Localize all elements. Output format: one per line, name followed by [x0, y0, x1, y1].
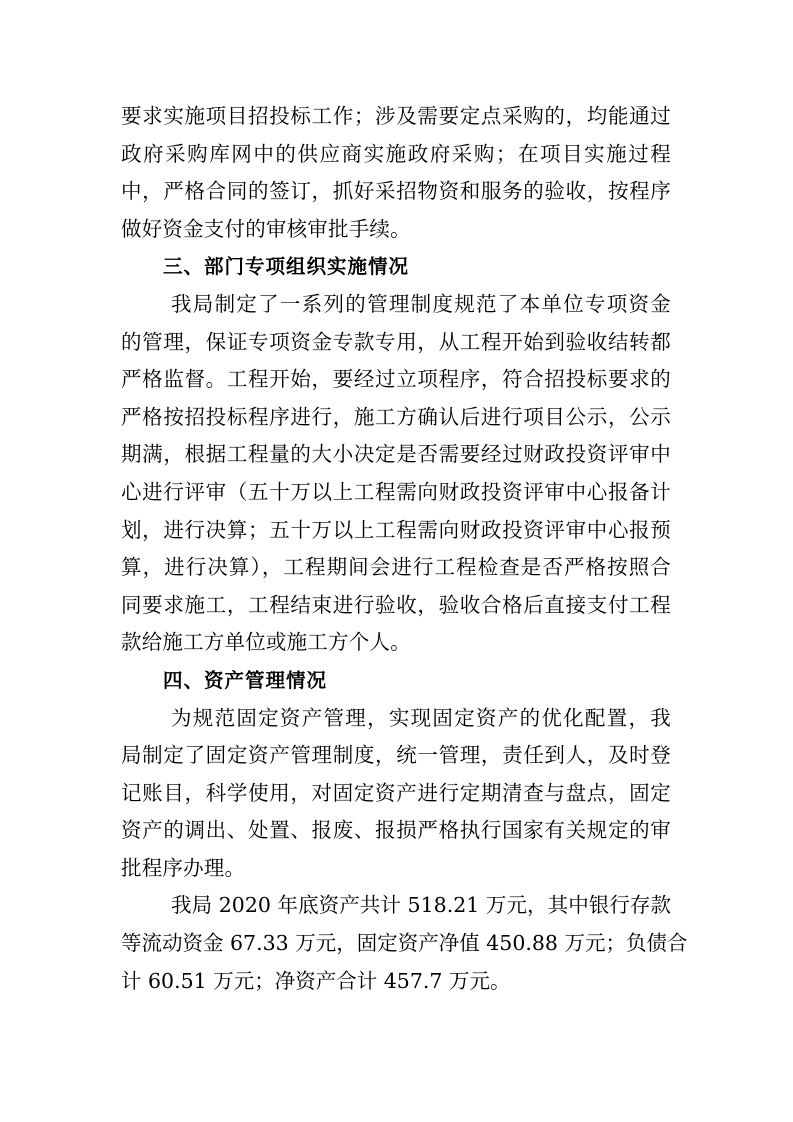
paragraph-project-bidding	[121, 98, 671, 248]
paragraph-asset-totals	[121, 887, 688, 1000]
text-line: 局制定了固定资产管理制度，统一管理，责任到人，及时登	[121, 743, 671, 768]
text-line: 的管理，保证专项资金专款专用，从工程开始到验收结转都	[121, 329, 671, 354]
text-line: 期满，根据工程量的大小决定是否需要经过财政投资评审中	[121, 442, 671, 467]
text-line: 为规范固定资产管理，实现固定资产的优化配置，我	[171, 705, 671, 730]
text-line: 心进行评审（五十万以上工程需向财政投资评审中心报备计	[121, 479, 671, 504]
text-line: 记账目，科学使用，对固定资产进行定期清查与盘点，固定	[121, 780, 671, 805]
text-line: 等流动资金 67.33 万元，固定资产净值 450.88 万元；负债合	[121, 931, 688, 956]
document-body	[121, 98, 688, 1000]
text-line: 做好资金支付的审核审批手续。	[121, 216, 411, 241]
section-heading-asset-management: 四、资产管理情况	[163, 668, 328, 692]
text-line: 严格按招投标程序进行，施工方确认后进行项目公示，公示	[121, 404, 671, 429]
text-line: 批程序办理。	[121, 855, 246, 880]
text-line: 政府采购库网中的供应商实施政府采购；在项目实施过程	[121, 141, 671, 166]
text-line: 同要求施工，工程结束进行验收，验收合格后直接支付工程	[121, 592, 671, 617]
paragraph-fixed-assets	[121, 700, 671, 888]
text-line: 要求实施项目招投标工作；涉及需要定点采购的，均能通过	[121, 104, 671, 128]
text-line: 我局 2020 年底资产共计 518.21 万元，其中银行存款	[171, 893, 671, 918]
text-line: 计 60.51 万元；净资产合计 457.7 万元。	[121, 968, 511, 993]
text-line: 划，进行决算；五十万以上工程需向财政投资评审中心报预	[121, 517, 671, 542]
text-line: 中，严格合同的签订，抓好采招物资和服务的验收，按程序	[121, 179, 671, 204]
paragraph-special-funds	[121, 286, 671, 662]
text-line: 我局制定了一系列的管理制度规范了本单位专项资金	[171, 291, 671, 316]
text-line: 严格监督。工程开始，要经过立项程序，符合招投标要求的	[121, 367, 671, 392]
text-line: 资产的调出、处置、报废、报损严格执行国家有关规定的审	[121, 818, 671, 843]
section-heading-special-projects: 三、部门专项组织实施情况	[163, 255, 410, 279]
text-line: 算，进行决算），工程期间会进行工程检查是否严格按照合	[121, 555, 671, 580]
text-line: 款给施工方单位或施工方个人。	[121, 630, 411, 655]
